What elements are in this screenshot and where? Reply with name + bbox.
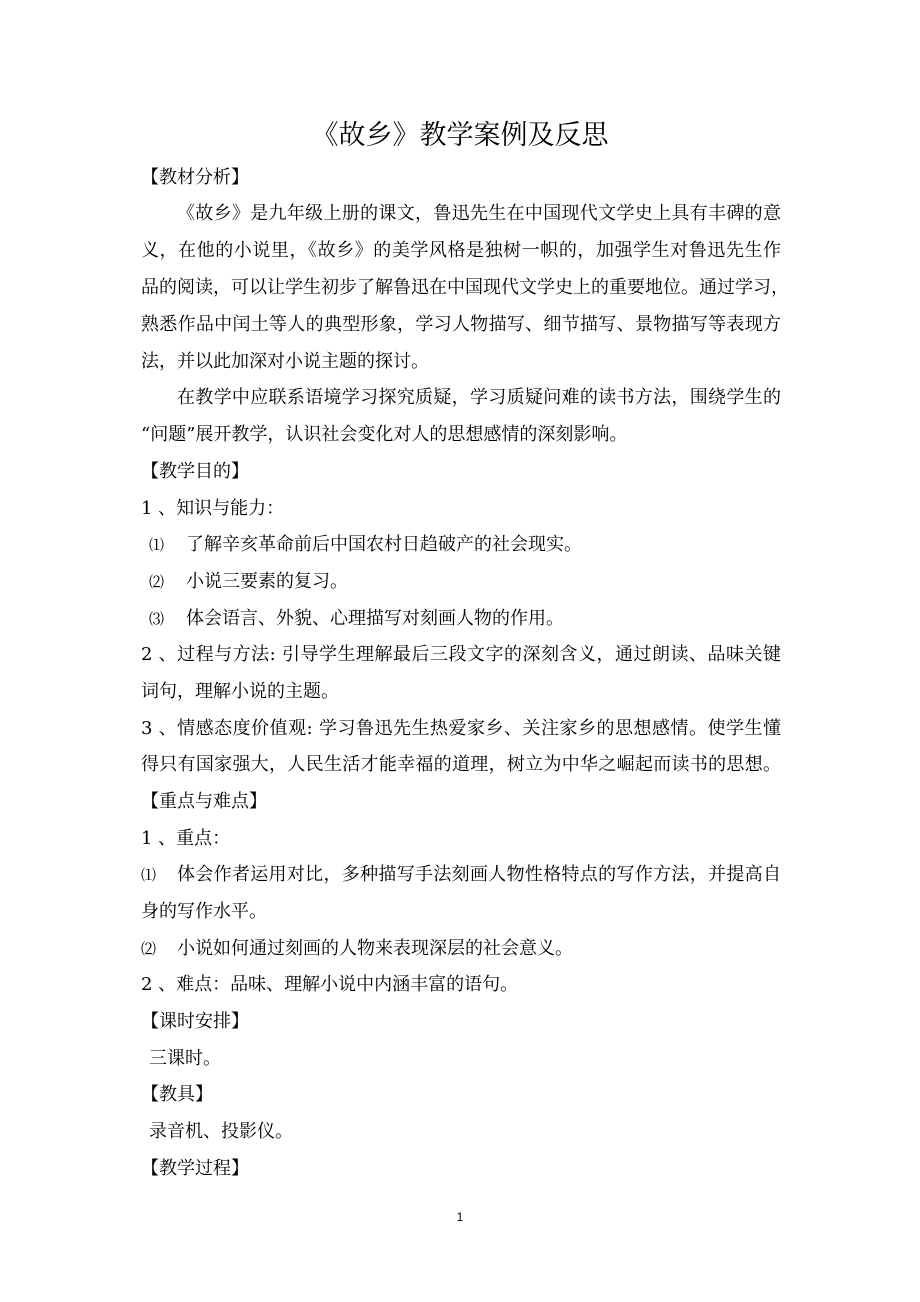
list-number: ⑶ [149, 610, 165, 628]
paragraph-line: 法，并以此加深对小说主题的探讨。 [141, 351, 429, 372]
list-number: ⑴ [149, 536, 165, 554]
subheading-knowledge: 1 、知识与能力： [141, 498, 285, 519]
section-heading-key: 【重点与难点】 [141, 791, 267, 812]
section-heading-schedule: 【课时安排】 [141, 1011, 249, 1032]
list-number: ⑵ [149, 573, 165, 591]
page-number: 1 [456, 1210, 464, 1224]
paragraph-line: “问题”展开教学，认识社会变化对人的思想感情的深刻影响。 [141, 424, 628, 445]
list-item: 小说三要素的复习。 [186, 571, 348, 592]
page-title: 《故乡》教学案例及反思 [311, 120, 609, 151]
paragraph-line: 得只有国家强大，人民生活才能幸福的道理，树立为中华之崛起而读书的思想。 [141, 754, 781, 775]
paragraph-line: 在教学中应联系语境学习探究质疑，学习质疑问难的读书方法，围绕学生的 [177, 387, 781, 408]
list-number: ⑵ [141, 940, 157, 958]
paragraph-line: 《故乡》是九年级上册的课文，鲁迅先生在中国现代文学史上具有丰碑的意 [177, 203, 781, 224]
list-item: 小说如何通过刻画的人物来表现深层的社会意义。 [177, 938, 573, 959]
section-heading-tools: 【教具】 [141, 1084, 213, 1105]
subheading-focus: 1 、重点： [141, 828, 231, 849]
paragraph-line: 2 、过程与方法: 引导学生理解最后三段文字的深刻含义，通过朗读、品味关键 [141, 644, 781, 665]
list-item: 了解辛亥革命前后中国农村日趋破产的社会现实。 [186, 534, 582, 555]
subheading-difficulty: 2 、难点：品味、理解小说中内涵丰富的语句。 [141, 974, 519, 995]
paragraph-line: 熟悉作品中闰土等人的典型形象，学习人物描写、细节描写、景物描写等表现方 [141, 314, 781, 335]
paragraph-line: 词句，理解小说的主题。 [141, 681, 339, 702]
section-heading-analysis: 【教材分析】 [141, 167, 249, 188]
schedule-text: 三课时。 [149, 1048, 221, 1069]
list-item: 体会作者运用对比，多种描写手法刻画人物性格特点的写作方法，并提高自 [177, 864, 781, 885]
list-number: ⑴ [141, 866, 157, 884]
tools-text: 录音机、投影仪。 [149, 1121, 293, 1142]
paragraph-line: 品的阅读，可以让学生初步了解鲁迅在中国现代文学史上的重要地位。通过学习， [141, 277, 789, 298]
paragraph-line: 3 、情感态度价值观: 学习鲁迅先生热爱家乡、关注家乡的思想感情。使学生懂 [141, 718, 781, 739]
paragraph-line: 义，在他的小说里，《故乡》的美学风格是独树一帜的，加强学生对鲁迅先生作 [141, 240, 781, 261]
section-heading-goals: 【教学目的】 [141, 461, 249, 482]
list-item-continuation: 身的写作水平。 [141, 901, 267, 922]
list-item: 体会语言、外貌、心理描写对刻画人物的作用。 [186, 608, 564, 629]
section-heading-process: 【教学过程】 [141, 1158, 249, 1179]
